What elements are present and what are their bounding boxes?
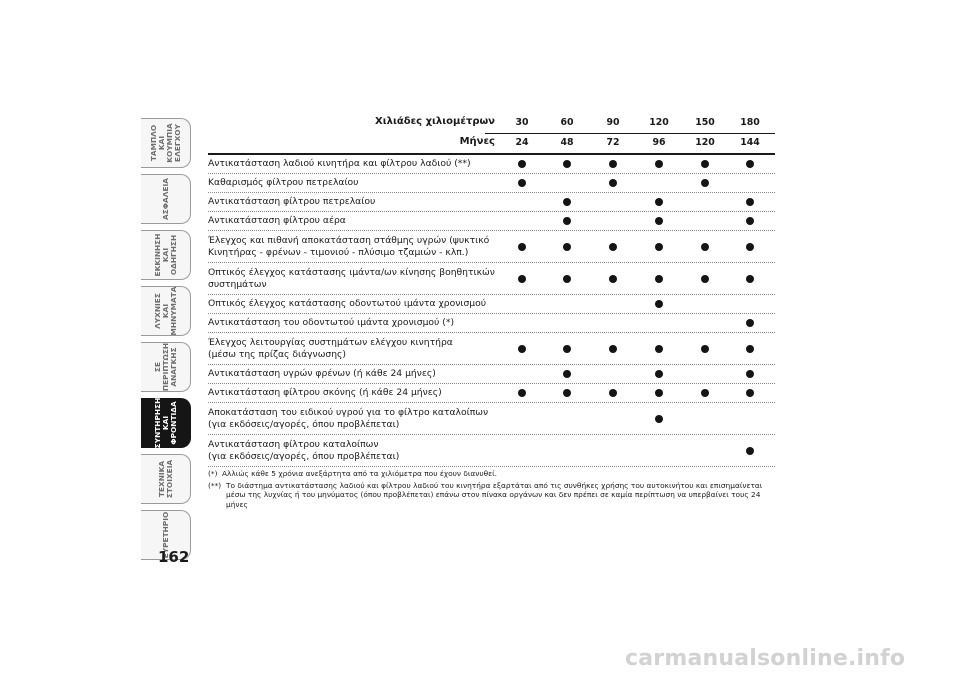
km-value: 30 — [515, 117, 529, 128]
scheduled-dot-icon — [518, 275, 526, 283]
scheduled-dot-icon — [518, 243, 526, 251]
scheduled-dot-icon — [563, 275, 571, 283]
months-value: 48 — [560, 137, 574, 148]
chapter-tab-3[interactable] — [141, 230, 191, 280]
months-value: 120 — [695, 137, 715, 148]
scheduled-dot-icon — [518, 345, 526, 353]
row-label-line: Κινητήρας - φρένων - τιμονιού - πλύσιμο τζαμιών - κλπ.) — [208, 246, 469, 258]
row-label-line: Αποκατάσταση του ειδικού υγρού για το φίλτρο καταλοίπων — [208, 406, 489, 418]
scheduled-dot-icon — [655, 300, 663, 308]
row-label-line: Αντικατάσταση φίλτρου αέρα — [208, 215, 346, 226]
footnote — [208, 469, 773, 479]
row-label — [208, 215, 498, 227]
km-value: 120 — [649, 117, 669, 128]
scheduled-dot-icon — [746, 198, 754, 206]
row-label — [208, 298, 498, 310]
row-label-line: Αντικατάσταση φίλτρου καταλοίπων — [208, 438, 379, 450]
chapter-tab-label: ΣΥΝΤΗΡΗΣΗ ΚΑΙ ΦΡΟΝΤΙΔΑ — [152, 397, 178, 449]
scheduled-dot-icon — [746, 447, 754, 455]
header-km-row — [208, 114, 775, 133]
scheduled-dot-icon — [701, 275, 709, 283]
scheduled-dot-icon — [655, 160, 663, 168]
row-label-line: Αντικατάσταση του οδοντωτού ιμάντα χρονισμού (*) — [208, 317, 455, 328]
scheduled-dot-icon — [609, 179, 617, 187]
scheduled-dot-icon — [609, 160, 617, 168]
row-label-line: Αντικατάσταση λαδιού κινητήρα και φίλτρου λαδιού (**) — [208, 158, 471, 169]
chapter-tab-2[interactable] — [141, 174, 191, 224]
watermark-text: carmanualsonline.info — [625, 646, 906, 671]
scheduled-dot-icon — [609, 389, 617, 397]
scheduled-dot-icon — [655, 389, 663, 397]
chapter-tab-label: ΤΑΜΠΛΟ ΚΑΙ ΚΟΥΜΠΙΑ ΕΛΕΓΧΟΥ — [148, 123, 182, 163]
row-label-line: Οπτικός έλεγχος κατάστασης οδοντωτού ιμάντα χρονισμού — [208, 298, 487, 309]
footnote-text: Το διάστημα αντικατάστασης λαδιού και φίλτρου λαδιού του κινητήρα εξαρτάται από τις συνθήκες χρήσης του αυτοκινήτου και επισημαίνεται μέσω της λυχνίας ή του μηνύματος (όπου προβλέπεται) επάνω στον πίνακα οργάνων και δεν πρέπει σε καμία περίπτωση να υπερβαίνει τους 24 μήνες — [226, 480, 763, 509]
scheduled-dot-icon — [609, 275, 617, 283]
scheduled-dot-icon — [701, 345, 709, 353]
row-label-line: συστημάτων — [208, 278, 267, 290]
scheduled-dot-icon — [563, 243, 571, 251]
row-label — [208, 368, 498, 380]
table-row — [208, 295, 775, 314]
row-label-line: Αντικατάσταση φίλτρου σκόνης (ή κάθε 24 μήνες) — [208, 387, 442, 398]
row-label-line: (για εκδόσεις/αγορές, όπου προβλέπεται) — [208, 450, 400, 462]
scheduled-dot-icon — [609, 345, 617, 353]
scheduled-dot-icon — [563, 160, 571, 168]
row-label-line: Καθαρισμός φίλτρου πετρελαίου — [208, 177, 359, 188]
scheduled-dot-icon — [746, 243, 754, 251]
table-row — [208, 333, 775, 365]
chapter-tab-6[interactable] — [141, 398, 191, 448]
scheduled-dot-icon — [609, 243, 617, 251]
km-value: 150 — [695, 117, 715, 128]
scheduled-dot-icon — [746, 319, 754, 327]
row-label — [208, 267, 498, 291]
footnote-mark: (*) — [208, 469, 218, 478]
chapter-tab-5[interactable] — [141, 342, 191, 392]
chapter-tab-label: ΤΕΧΝΙΚΑ ΣΤΟΙΧΕΙΑ — [156, 459, 174, 499]
scheduled-dot-icon — [655, 345, 663, 353]
scheduled-dot-icon — [746, 160, 754, 168]
table-row — [208, 212, 775, 231]
scheduled-dot-icon — [518, 389, 526, 397]
scheduled-dot-icon — [746, 370, 754, 378]
km-value: 60 — [560, 117, 574, 128]
scheduled-dot-icon — [746, 217, 754, 225]
table-row — [208, 174, 775, 193]
scheduled-dot-icon — [655, 370, 663, 378]
table-row — [208, 263, 775, 295]
row-label — [208, 387, 498, 399]
scheduled-dot-icon — [655, 275, 663, 283]
scheduled-dot-icon — [563, 198, 571, 206]
scheduled-dot-icon — [746, 389, 754, 397]
months-value: 144 — [740, 137, 760, 148]
scheduled-dot-icon — [655, 415, 663, 423]
row-label-line: Έλεγχος λειτουργίας συστημάτων ελέγχου κινητήρα — [208, 336, 453, 348]
km-header-label: Χιλιάδες χιλιομέτρων — [375, 116, 495, 127]
table-row — [208, 193, 775, 212]
table-row — [208, 155, 775, 174]
footnote-mark: (**) — [208, 480, 222, 490]
chapter-tab-7[interactable] — [141, 454, 191, 504]
row-label — [208, 235, 498, 259]
scheduled-dot-icon — [701, 389, 709, 397]
scheduled-dot-icon — [518, 160, 526, 168]
row-label — [208, 337, 498, 361]
km-value: 180 — [740, 117, 760, 128]
scheduled-dot-icon — [563, 217, 571, 225]
footnote-text: Αλλιώς κάθε 5 χρόνια ανεξάρτητα από τα χιλιόμετρα που έχουν διανυθεί. — [222, 469, 498, 478]
scheduled-dot-icon — [746, 345, 754, 353]
row-label — [208, 158, 498, 170]
row-label-line: Έλεγχος και πιθανή αποκατάσταση στάθμης υγρών (ψυκτικό — [208, 234, 490, 246]
months-header-label: Μήνες — [459, 136, 495, 147]
schedule-rows — [208, 155, 775, 467]
scheduled-dot-icon — [655, 217, 663, 225]
table-row — [208, 384, 775, 403]
page-number: 162 — [158, 548, 190, 566]
scheduled-dot-icon — [563, 389, 571, 397]
row-label-line: Αντικατάσταση φίλτρου πετρελαίου — [208, 196, 376, 207]
footnote — [208, 481, 773, 510]
chapter-tab-4[interactable] — [141, 286, 191, 336]
table-row — [208, 365, 775, 384]
header-months-row — [208, 134, 775, 153]
months-value: 24 — [515, 137, 529, 148]
chapter-tab-label: ΣΕ ΠΕΡΙΠΤΩΣΗ ΑΝΑΓΚΗΣ — [152, 342, 178, 392]
row-label-line: Αντικατάσταση υγρών φρένων (ή κάθε 24 μήνες) — [208, 368, 436, 379]
row-label — [208, 177, 498, 189]
row-label-line: Οπτικός έλεγχος κατάστασης ιμάντα/ων κίνησης βοηθητικών — [208, 266, 495, 278]
table-row — [208, 435, 775, 467]
chapter-tab-label: ΑΣΦΑΛΕΙΑ — [160, 178, 170, 221]
chapter-tab-label: ΛΥΧΝΙΕΣ ΚΑΙ ΜΗΝΥΜΑΤΑ — [152, 286, 178, 336]
scheduled-dot-icon — [655, 198, 663, 206]
scheduled-dot-icon — [701, 243, 709, 251]
scheduled-dot-icon — [563, 345, 571, 353]
months-value: 72 — [606, 137, 620, 148]
row-label — [208, 196, 498, 208]
chapter-tab-label: ΕΚΚΙΝΗΣΗ ΚΑΙ ΟΔΗΓΗΣΗ — [152, 233, 178, 277]
scheduled-dot-icon — [655, 243, 663, 251]
km-value: 90 — [606, 117, 620, 128]
scheduled-dot-icon — [746, 275, 754, 283]
row-label-line: (για εκδόσεις/αγορές, όπου προβλέπεται) — [208, 418, 400, 430]
scheduled-dot-icon — [518, 179, 526, 187]
chapter-tab-label: ΕΥΡΕΤΗΡΙΟ — [160, 511, 170, 559]
row-label — [208, 317, 498, 329]
row-label — [208, 407, 498, 431]
table-row — [208, 314, 775, 333]
maintenance-schedule-table — [208, 114, 775, 467]
table-row — [208, 231, 775, 263]
scheduled-dot-icon — [701, 160, 709, 168]
table-row — [208, 403, 775, 435]
footnotes — [208, 469, 773, 511]
months-value: 96 — [652, 137, 666, 148]
scheduled-dot-icon — [563, 370, 571, 378]
row-label-line: (μέσω της πρίζας διάγνωσης) — [208, 348, 347, 360]
row-label — [208, 439, 498, 463]
chapter-tab-1[interactable] — [141, 118, 191, 168]
scheduled-dot-icon — [701, 179, 709, 187]
